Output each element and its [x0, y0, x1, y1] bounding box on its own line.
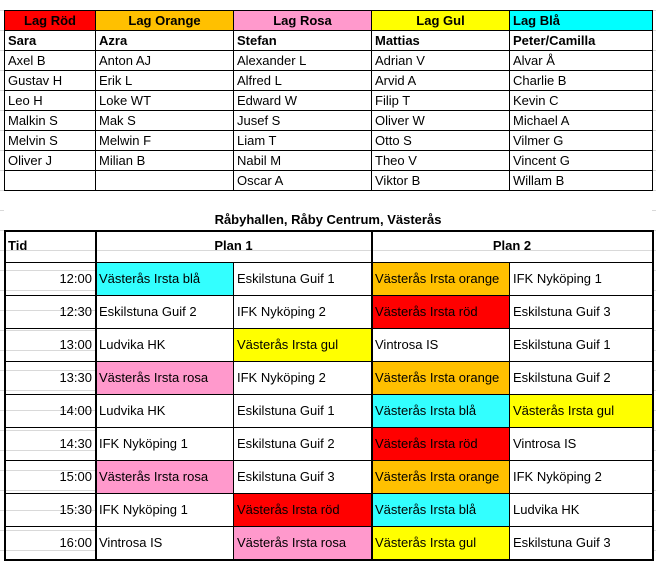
match-cell: Västerås Irsta gul [509, 394, 653, 428]
time-cell: 13:00 [4, 328, 96, 362]
match-cell: IFK Nyköping 2 [233, 361, 372, 395]
schedule-divider-plan [371, 230, 373, 561]
player-cell: Charlie B [509, 70, 653, 91]
player-cell: Anton AJ [95, 50, 234, 71]
team-leader-2: Stefan [233, 30, 372, 51]
player-cell: Filip T [371, 90, 510, 111]
team-leader-0: Sara [4, 30, 96, 51]
plan1-header: Plan 1 [95, 230, 372, 263]
team-header-3: Lag Gul [371, 10, 510, 31]
player-cell: Kevin C [509, 90, 653, 111]
player-cell: Vilmer G [509, 130, 653, 151]
player-cell: Vincent G [509, 150, 653, 171]
team-header-0: Lag Röd [4, 10, 96, 31]
time-header: Tid [4, 230, 96, 263]
match-cell: Västerås Irsta orange [371, 460, 510, 494]
match-cell: Eskilstuna Guif 2 [233, 427, 372, 461]
match-cell: Västerås Irsta blå [371, 493, 510, 527]
player-cell: Arvid A [371, 70, 510, 91]
player-cell: Malkin S [4, 110, 96, 131]
schedule-border-top [4, 230, 653, 232]
match-cell: Eskilstuna Guif 2 [509, 361, 653, 395]
match-cell: Västerås Irsta röd [371, 295, 510, 329]
match-cell: IFK Nyköping 1 [95, 427, 234, 461]
player-cell: Willam B [509, 170, 653, 191]
match-cell: Västerås Irsta gul [371, 526, 510, 560]
player-cell [95, 170, 234, 191]
player-cell: Melvin S [4, 130, 96, 151]
team-header-2: Lag Rosa [233, 10, 372, 31]
plan2-header: Plan 2 [371, 230, 653, 263]
match-cell: Eskilstuna Guif 2 [95, 295, 234, 329]
player-cell: Axel B [4, 50, 96, 71]
player-cell: Adrian V [371, 50, 510, 71]
match-cell: Vintrosa IS [509, 427, 653, 461]
player-cell: Alexander L [233, 50, 372, 71]
player-cell: Mak S [95, 110, 234, 131]
match-cell: Ludvika HK [509, 493, 653, 527]
player-cell: Michael A [509, 110, 653, 131]
match-cell: Vintrosa IS [95, 526, 234, 560]
schedule-divider-time [95, 230, 97, 561]
player-cell: Leo H [4, 90, 96, 111]
team-leader-1: Azra [95, 30, 234, 51]
team-leader-3: Mattias [371, 30, 510, 51]
player-cell: Oscar A [233, 170, 372, 191]
player-cell: Liam T [233, 130, 372, 151]
player-cell: Theo V [371, 150, 510, 171]
player-cell: Gustav H [4, 70, 96, 91]
match-cell: Västerås Irsta rosa [95, 460, 234, 494]
player-cell: Loke WT [95, 90, 234, 111]
match-cell: Västerås Irsta rosa [95, 361, 234, 395]
match-cell: Ludvika HK [95, 394, 234, 428]
match-cell: IFK Nyköping 1 [509, 262, 653, 296]
match-cell: Västerås Irsta orange [371, 361, 510, 395]
player-cell [4, 170, 96, 191]
schedule-border-right [652, 230, 654, 561]
player-cell: Alvar Å [509, 50, 653, 71]
player-cell: Oliver W [371, 110, 510, 131]
venue-title: Råbyhallen, Råby Centrum, Västerås [4, 210, 652, 230]
match-cell: Eskilstuna Guif 3 [509, 295, 653, 329]
time-cell: 16:00 [4, 526, 96, 560]
match-cell: Västerås Irsta rosa [233, 526, 372, 560]
player-cell: Viktor B [371, 170, 510, 191]
player-cell: Alfred L [233, 70, 372, 91]
match-cell: Västerås Irsta röd [233, 493, 372, 527]
match-cell: Västerås Irsta blå [95, 262, 234, 296]
player-cell: Erik L [95, 70, 234, 91]
player-cell: Jusef S [233, 110, 372, 131]
match-cell: Västerås Irsta röd [371, 427, 510, 461]
match-cell: Eskilstuna Guif 1 [233, 262, 372, 296]
player-cell: Oliver J [4, 150, 96, 171]
player-cell: Milian B [95, 150, 234, 171]
match-cell: Västerås Irsta gul [233, 328, 372, 362]
player-cell: Edward W [233, 90, 372, 111]
match-cell: IFK Nyköping 2 [233, 295, 372, 329]
team-header-1: Lag Orange [95, 10, 234, 31]
match-cell: Vintrosa IS [371, 328, 510, 362]
player-cell: Nabil M [233, 150, 372, 171]
match-cell: Eskilstuna Guif 3 [509, 526, 653, 560]
schedule-border-left [4, 230, 6, 561]
team-leader-4: Peter/Camilla [509, 30, 653, 51]
match-cell: Ludvika HK [95, 328, 234, 362]
time-cell: 12:00 [4, 262, 96, 296]
player-cell: Otto S [371, 130, 510, 151]
time-cell: 15:30 [4, 493, 96, 527]
schedule-border-bottom [4, 559, 653, 561]
time-cell: 14:30 [4, 427, 96, 461]
time-cell: 12:30 [4, 295, 96, 329]
match-cell: IFK Nyköping 1 [95, 493, 234, 527]
team-header-4: Lag Blå [509, 10, 653, 31]
match-cell: Västerås Irsta blå [371, 394, 510, 428]
match-cell: Eskilstuna Guif 1 [233, 394, 372, 428]
match-cell: Eskilstuna Guif 3 [233, 460, 372, 494]
player-cell: Melwin F [95, 130, 234, 151]
time-cell: 13:30 [4, 361, 96, 395]
time-cell: 14:00 [4, 394, 96, 428]
time-cell: 15:00 [4, 460, 96, 494]
match-cell: Eskilstuna Guif 1 [509, 328, 653, 362]
match-cell: Västerås Irsta orange [371, 262, 510, 296]
match-cell: IFK Nyköping 2 [509, 460, 653, 494]
